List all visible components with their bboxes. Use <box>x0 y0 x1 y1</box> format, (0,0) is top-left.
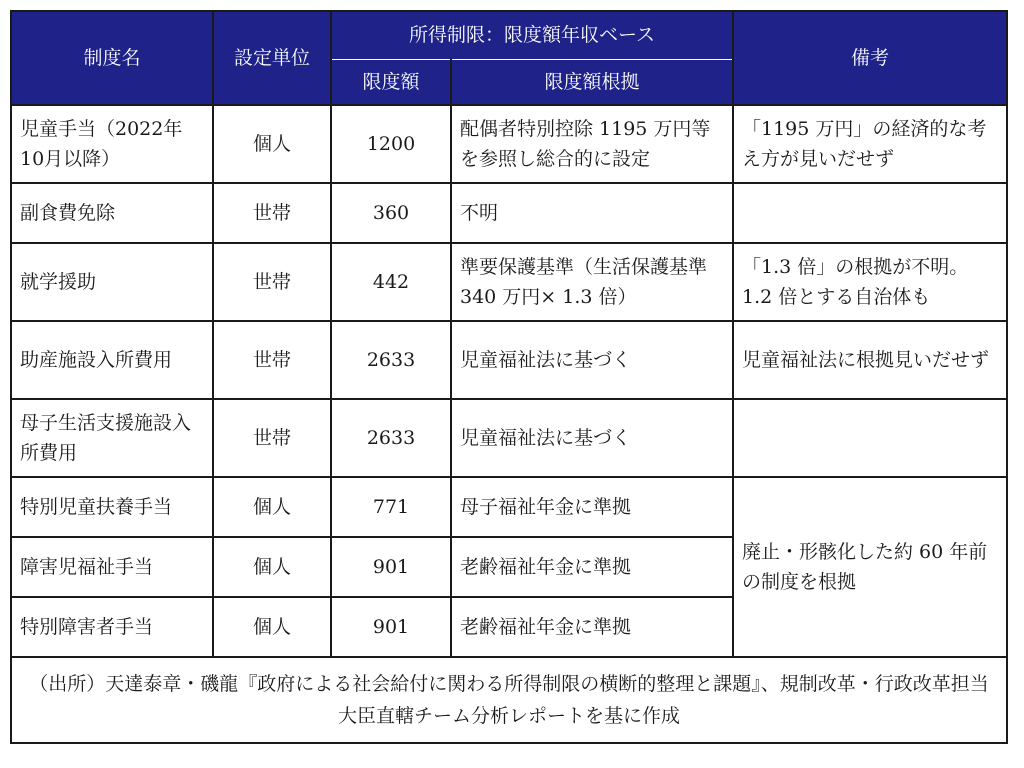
cell-name: 特別児童扶養手当 <box>11 477 213 537</box>
header-income-limit-group: 所得制限：限度額年収ベース <box>331 11 733 59</box>
cell-basis: 老齢福祉年金に準拠 <box>451 537 733 597</box>
cell-limit: 442 <box>331 243 451 321</box>
cell-name: 母子生活支援施設入所費用 <box>11 399 213 477</box>
table-row <box>11 399 1007 477</box>
cell-limit: 2633 <box>331 399 451 477</box>
cell-note: 児童福祉法に根拠見いだせず <box>733 321 1007 399</box>
cell-basis: 不明 <box>451 183 733 243</box>
cell-unit: 世帯 <box>213 399 331 477</box>
cell-basis: 児童福祉法に基づく <box>451 321 733 399</box>
cell-unit: 個人 <box>213 597 331 657</box>
cell-limit: 901 <box>331 537 451 597</box>
cell-basis: 配偶者特別控除 1195 万円等を参照し総合的に設定 <box>451 105 733 183</box>
cell-limit: 360 <box>331 183 451 243</box>
cell-limit: 1200 <box>331 105 451 183</box>
source-row <box>11 657 1007 743</box>
cell-basis: 母子福祉年金に準拠 <box>451 477 733 537</box>
table-container <box>10 10 1008 744</box>
cell-limit: 2633 <box>331 321 451 399</box>
cell-name: 特別障害者手当 <box>11 597 213 657</box>
cell-note <box>733 183 1007 243</box>
cell-limit: 901 <box>331 597 451 657</box>
source-note: （出所）天達泰章・磯龍『政府による社会給付に関わる所得制限の横断的整理と課題』、規制改革・行政改革担当大臣直轄チーム分析レポートを基に作成 <box>11 657 1007 743</box>
cell-unit: 世帯 <box>213 243 331 321</box>
cell-basis: 準要保護基準（生活保護基準 340 万円× 1.3 倍） <box>451 243 733 321</box>
cell-name: 就学援助 <box>11 243 213 321</box>
header-name: 制度名 <box>11 11 213 105</box>
header-basis: 限度額根拠 <box>451 59 733 105</box>
income-limit-table <box>10 10 1008 744</box>
cell-basis: 児童福祉法に基づく <box>451 399 733 477</box>
cell-unit: 個人 <box>213 105 331 183</box>
cell-note: 「1195 万円」の経済的な考え方が見いだせず <box>733 105 1007 183</box>
table-row <box>11 183 1007 243</box>
cell-unit: 世帯 <box>213 321 331 399</box>
header-note: 備考 <box>733 11 1007 105</box>
cell-name: 児童手当（2022年10月以降） <box>11 105 213 183</box>
cell-name: 助産施設入所費用 <box>11 321 213 399</box>
cell-note <box>733 399 1007 477</box>
cell-note: 「1.3 倍」の根拠が不明。1.2 倍とする自治体も <box>733 243 1007 321</box>
cell-unit: 個人 <box>213 537 331 597</box>
cell-unit: 個人 <box>213 477 331 537</box>
header-unit: 設定単位 <box>213 11 331 105</box>
cell-unit: 世帯 <box>213 183 331 243</box>
table-row <box>11 321 1007 399</box>
table-row <box>11 477 1007 537</box>
table-row <box>11 105 1007 183</box>
cell-name: 副食費免除 <box>11 183 213 243</box>
cell-limit: 771 <box>331 477 451 537</box>
table-row <box>11 243 1007 321</box>
cell-note-merged: 廃止・形骸化した約 60 年前の制度を根拠 <box>733 477 1007 657</box>
cell-name: 障害児福祉手当 <box>11 537 213 597</box>
header-limit: 限度額 <box>331 59 451 105</box>
cell-basis: 老齢福祉年金に準拠 <box>451 597 733 657</box>
